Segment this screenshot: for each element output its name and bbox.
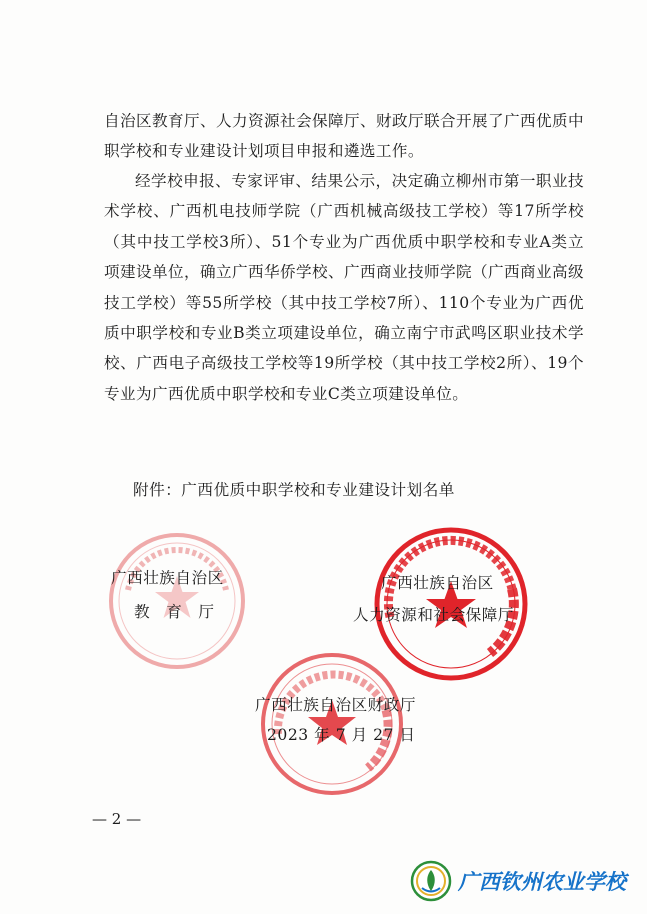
hr-dept-name: 广西壮族自治区 — [381, 574, 494, 592]
school-name-watermark: 广西钦州农业学校 — [458, 870, 626, 894]
page-number: — 2 — — [92, 810, 142, 828]
finance-dept-name: 广西壮族自治区财政厅 — [255, 696, 416, 714]
attachment-line: 附件：广西优质中职学校和专业建设计划名单 — [133, 481, 455, 499]
education-dept-name: 广西壮族自治区 — [111, 569, 224, 587]
issue-date: 2023 年 7 月 27 日 — [267, 726, 416, 744]
school-emblem-icon — [410, 860, 452, 902]
body-paragraph-1: 自治区教育厅、人力资源社会保障厅、财政厅联合开展了广西优质中职学校和专业建设计划项目申报和遴选工作。 — [104, 112, 584, 161]
hr-dept-name-line2: 人力资源和社会保障厅 — [353, 606, 514, 624]
education-dept-name-line2: 教 育 厅 — [134, 603, 215, 621]
school-watermark-logo — [410, 860, 626, 902]
body-paragraph-2: 经学校申报、专家评审、结果公示，决定确立柳州市第一职业技术学校、广西机电技师学院（广西机械高级技工学校）等17所学校（其中技工学校3所）、51个专业为广西优质中职学校和专业A类立项建设单位，确立广西华侨学校、广西商业技师学院（广西商业高级技工学校）等55所学校（其中技工学校7所）、110个专业为广西优质中职学校和专业B类立项建设单位，确立南宁市武鸣区职业技术学校、广西电子高级技工学校等19所学校（其中技工学校2所）、19个专业为广西优质中职学校和专业C类立项建设单位。 — [104, 172, 584, 403]
